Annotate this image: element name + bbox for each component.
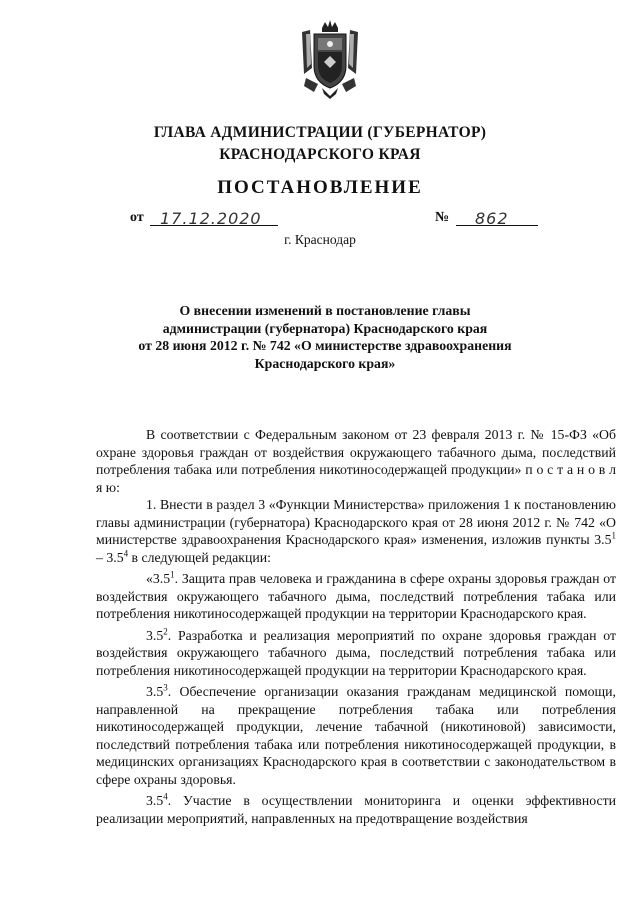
superscript: 1 [170,569,175,580]
item-3-5-1-paragraph [96,570,616,623]
document-type-title: ПОСТАНОВЛЕНИЕ [217,177,423,198]
city-name: г. Краснодар [284,232,356,247]
date-value: 17.12.2020 [160,209,262,228]
clause-1-paragraph [96,496,616,566]
issuer-title-line-1: ГЛАВА АДМИНИСТРАЦИИ (ГУБЕРНАТОР) [153,124,487,141]
subject-line: Краснодарского края» [254,355,396,371]
clause-1-text-a: 1. Внести в раздел 3 «Функции Министерства» приложения 1 к постановлению главы администрации (губернатора) Краснодарского края от 28 июня 2012 г. № 742 «О министерстве здравоохранения Краснодарского края» изменения, изложив пункты 3.5 [96,497,616,547]
preamble-paragraph: В соответствии с Федеральным законом от 23 февраля 2013 г. № 15-ФЗ «Об охране здоровья граждан от воздействия окружающего табачного дыма, последствий потребления табака или потребления никотиносодержащей продукции» п о с т а н о в л я ю: [96,427,616,495]
item-3-5-2-paragraph [96,627,616,680]
clause-1-text-c: в следующей редакции: [128,549,271,565]
subject-line: О внесении изменений в постановление главы [179,303,471,318]
subject-line: от 28 июня 2012 г. № 742 «О министерстве здравоохранения [138,338,512,353]
item-number: 3.5 [146,627,164,643]
superscript: 4 [123,547,129,558]
date-label: от [130,210,144,225]
document-body [96,426,616,827]
issuer-title-line-2: КРАСНОДАРСКОГО КРАЯ [219,146,421,163]
superscript: 1 [611,530,616,541]
item-text: . Защита прав человека и гражданина в сфере охраны здоровья граждан от воздействия окружающего табачного дыма, последствий потребления табака или потребления никотиносодержащей продукции на территории Краснодарского края. [96,571,616,621]
clause-1-text-b: – 3.5 [96,549,124,565]
item-text: . Обеспечение организации оказания гражданам медицинской помощи, направленной на прекращение потребления табака или потребления никотиносодержащей продукции, лечение табачной (никотиновой) зависимости, последствий потребления табака или потребления никотиносодержащей продукции, в медицинских организациях Краснодарского края в соответствии с законодательством в сфере охраны здоровья. [96,684,616,787]
item-number: 3.5 [146,793,164,808]
number-label: № [435,210,450,225]
item-number: 3.5 [146,684,164,699]
number-value: 862 [475,209,509,228]
subject-line: администрации (губернатора) Краснодарского края [162,320,488,336]
item-text: . Разработка и реализация мероприятий по охране здоровья граждан от воздействия окружающего табачного дыма, последствий потребления табака или потребления никотиносодержащей продукции на территории Краснодарского края. [96,627,616,678]
item-text: . Участие в осуществлении мониторинга и оценки эффективности реализации мероприятий, направленных на предотвращение воздействия [96,793,616,826]
item-3-5-4-paragraph [96,792,616,827]
item-3-5-3-paragraph [96,683,616,788]
superscript: 4 [163,791,168,802]
superscript: 3 [163,682,168,693]
item-number: «3.5 [146,571,171,586]
superscript: 2 [163,625,168,636]
document-subject [100,302,550,372]
coat-of-arms-icon [296,18,364,100]
date-number-row [130,206,540,230]
